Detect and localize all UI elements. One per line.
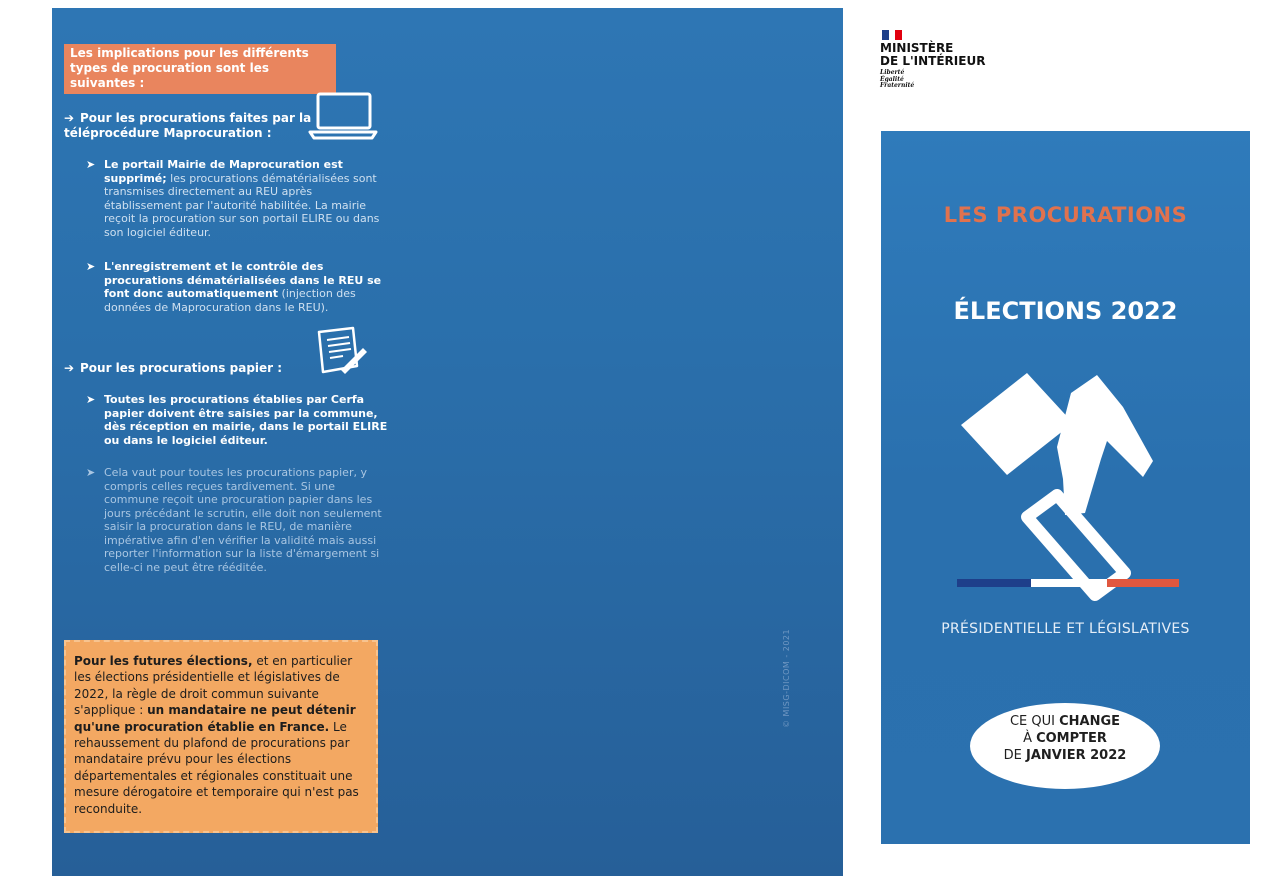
ballot-hand-icon [947,363,1187,613]
future-elections-box [64,640,378,833]
motto-egalite: Égalité [880,75,904,83]
box-text-1: et en particulier les élections présidentielle et législatives de 2022, la règle de droit commun suivante s'applique : [74,654,353,718]
cover-elections: ÉLECTIONS 2022 [953,297,1178,325]
changes-oval [970,703,1160,789]
section-header: Les implications pour les différents types de procuration sont les suivantes : [64,44,336,94]
bullet-maprocuration-text: Pour les procurations faites par la téléprocédure Maprocuration : [64,111,312,140]
document-pen-icon [313,326,369,382]
oval-line1-a: CE QUI [1009,714,1060,729]
item-portal-removed-text: les procurations dématérialisées sont transmises directement au REU après établissement par l'autorité habilitée. La mairie reçoit la procuration sur son portail ELIRE ou dans son logiciel éditeur. [104,171,380,239]
credit-text: © MISG-DICOM - 2021 [782,628,791,728]
item-cerfa-bold: Toutes les procurations établies par Cerfa papier doivent être saisies par la commune, dès réception en mairie, dans le portail ELIRE ou dans le logiciel éditeur. [104,393,388,447]
bullet-papier-text: Pour les procurations papier : [80,361,283,375]
dash-icon: ➤ [86,393,96,406]
oval-line3 [970,747,1160,764]
dash-icon: ➤ [86,158,96,171]
item-auto-control-bold: L'enregistrement et le contrôle des procurations dématérialisées dans le REU se font donc automatiquement [104,260,382,300]
ministry-name-line1: MINISTÈRE [880,41,954,55]
dash-icon: ➤ [86,466,96,479]
ministry-name-line2: DE L'INTÉRIEUR [880,54,986,68]
arrow-icon: ➔ [64,361,75,375]
dash-icon: ➤ [86,260,96,273]
oval-line3-a: DE [1003,748,1027,763]
laptop-icon [308,90,378,140]
box-bold-intro: Pour les futures élections, [74,654,253,668]
item-late-procurations-text: Cela vaut pour toutes les procurations papier, y compris celles reçues tardivement. Si une commune reçoit une procuration papier dans les jours précédant le scrutin, elle doit non seulement saisir la procuration dans le REU, de manière impérative afin d'en vérifier la validité mais aussi reporter l'information sur la liste d'émargement si celle-ci ne peut être rééditée. [104,466,382,574]
motto-liberte: Liberté [880,69,905,76]
oval-line1 [970,713,1160,730]
cover-subtitle: PRÉSIDENTIELLE ET LÉGISLATIVES [941,621,1190,637]
oval-line3-b: JANVIER 2022 [1026,748,1127,763]
cover-title: LES PROCURATIONS [943,203,1188,227]
bullet-maprocuration [64,111,314,141]
item-cerfa [86,393,392,447]
oval-line2-b: COMPTER [1036,731,1107,746]
left-panel [52,8,843,876]
oval-line1-b: CHANGE [1059,714,1121,729]
item-portal-removed-bold: Le portail Mairie de Maprocuration est supprimé; [104,158,343,185]
item-auto-control-text: (injection des données de Maprocuration dans le REU). [104,287,356,314]
arrow-icon: ➔ [64,111,75,125]
oval-line2-a: À [1023,731,1037,746]
cover-panel [881,131,1250,844]
item-auto-control [86,260,392,314]
oval-line2 [970,730,1160,747]
box-bold-rule: un mandataire ne peut détenir qu'une procuration établie en France. [74,703,356,734]
box-text-2: Le rehaussement du plafond de procurations par mandataire prévu pour les élections départementales et régionales constituait une mesure dérogatoire et temporaire qui n'est pas reconduite. [74,719,359,816]
bullet-papier [64,361,314,376]
item-portal-removed [86,158,392,239]
motto-fraternite: Fraternité [880,82,915,89]
flag-icon [882,30,902,40]
item-late-procurations [86,466,392,574]
